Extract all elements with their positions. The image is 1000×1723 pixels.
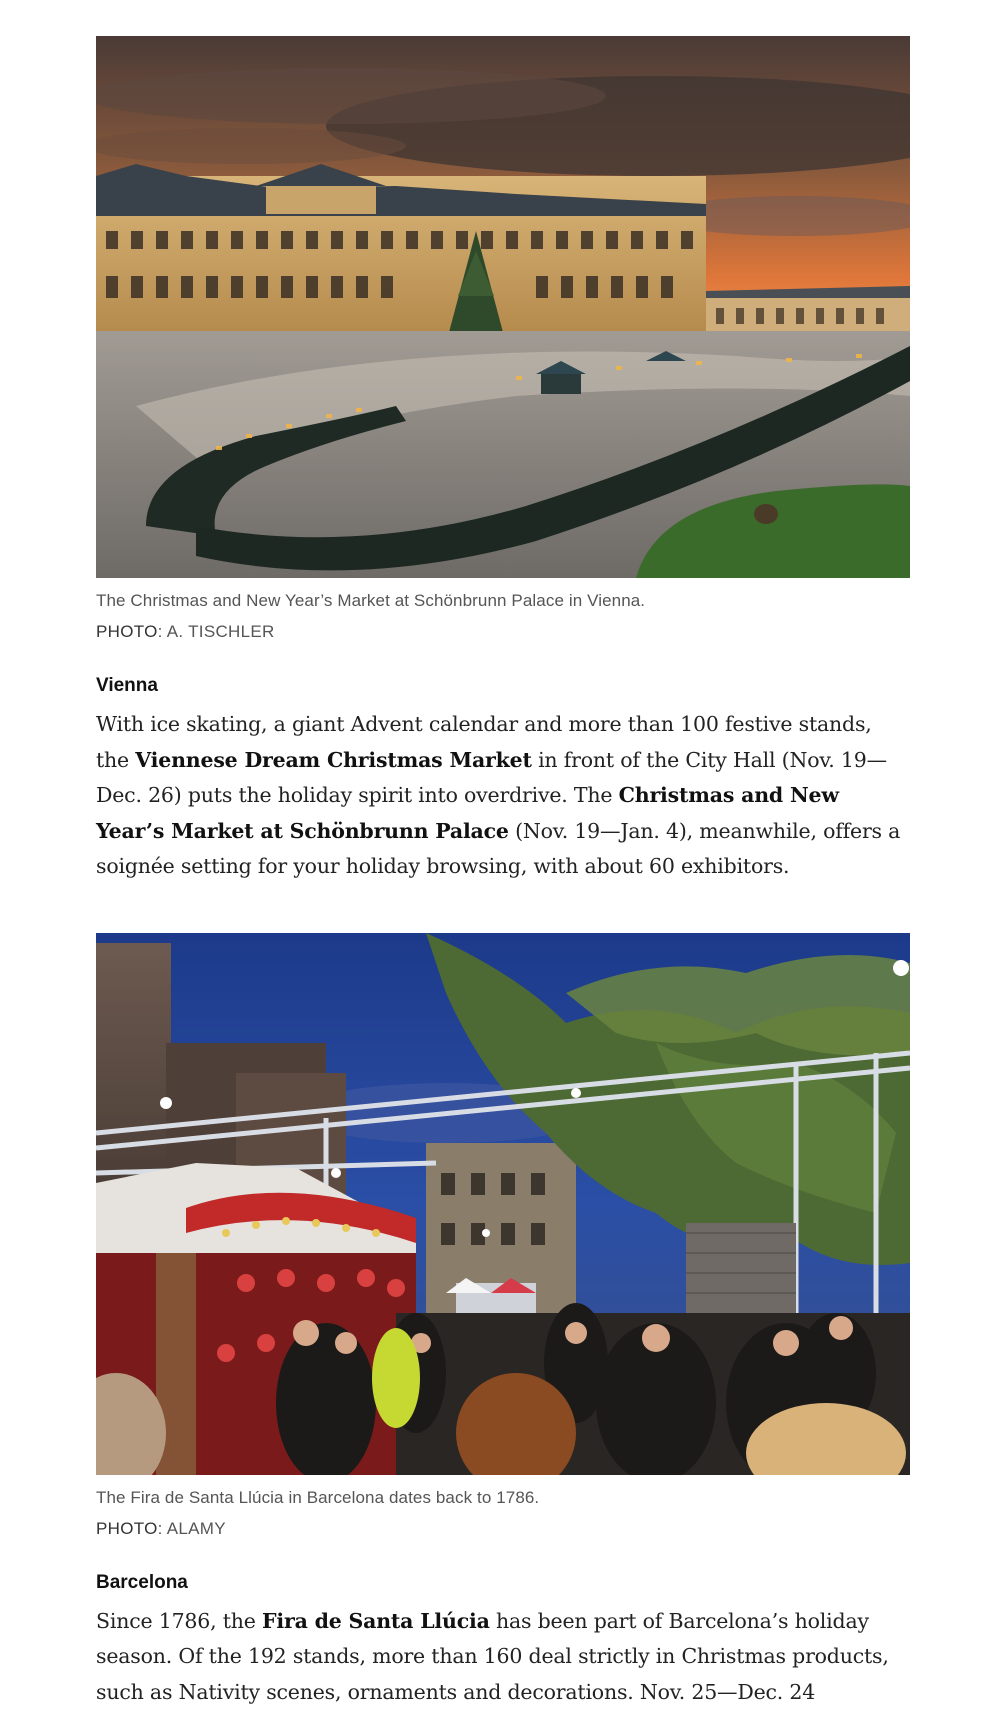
vienna-photo-caption: The Christmas and New Year’s Market at Schönbrunn Palace in Vienna. [96,591,646,610]
barcelona-text-1: Since 1786, the [96,1608,263,1633]
vienna-text-2: in front of the City Hall (Nov. 19—Dec. 26) puts the holiday spirit into overdrive. The [96,747,887,807]
barcelona-photo-image [96,933,910,1475]
barcelona-heading: Barcelona [96,1571,188,1593]
vienna-text-1: With ice skating, a giant Advent calendar and more than 100 festive stands, the [96,712,872,772]
credit-separator: : [157,1518,167,1538]
credit-label: PHOTO [96,1518,158,1538]
vienna-paragraph [96,707,910,885]
vienna-heading: Vienna [96,675,158,696]
barcelona-photo [96,933,910,1475]
barcelona-text-2: has been part of Barcelona’s holiday season. Of the 192 stands, more than 160 deal strictly in Christmas products, such as Nativity scenes, ornaments and decorations. Nov. 25—Dec. 24 [96,1608,889,1704]
vienna-photo [96,36,910,578]
credit-name: ALAMY [166,1518,226,1538]
barcelona-photo-caption: The Fira de Santa Llúcia in Barcelona dates back to 1786. [96,1487,540,1507]
vienna-photo-image [96,36,910,578]
barcelona-paragraph [96,1604,910,1711]
vienna-bold-market-1: Viennese Dream Christmas Market [135,747,532,772]
barcelona-photo-credit [96,1517,910,1541]
credit-name: A. TISCHLER [166,622,275,641]
credit-label: PHOTO [96,622,158,641]
barcelona-bold-market: Fira de Santa Llúcia [262,1608,490,1633]
vienna-text-3: (Nov. 19—Jan. 4), meanwhile, offers a soignée setting for your holiday browsing, with about 60 exhibitors. [96,818,901,878]
vienna-bold-market-2: Christmas and New Year’s Market at Schönbrunn Palace [96,783,839,843]
credit-separator: : [157,622,167,641]
vienna-photo-credit [96,620,910,644]
article [96,36,910,1710]
